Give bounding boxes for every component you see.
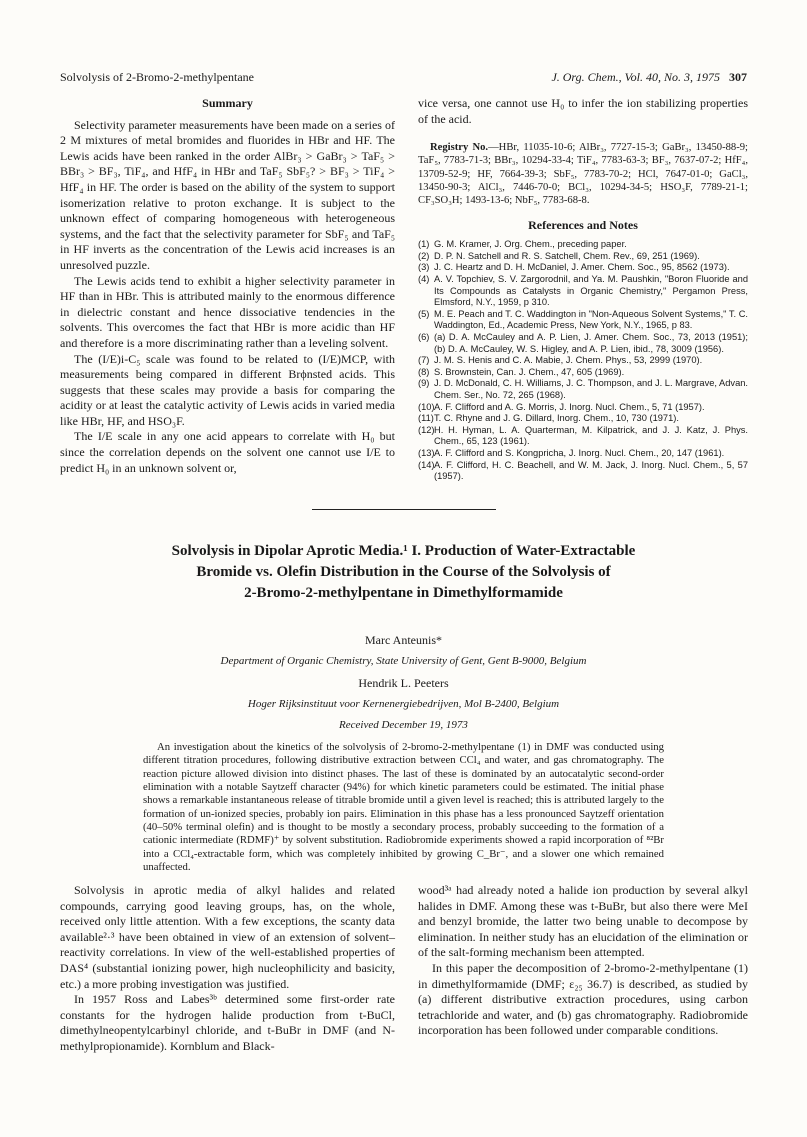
title-line: Bromide vs. Olefin Distribution in the Course of the Solvolysis of [196,564,611,580]
section-divider [312,509,496,510]
body-paragraph: Solvolysis in aprotic media of alkyl halides and related compounds, carrying good leaving groups, has, on the whole, received only little attention. With a few exceptions, the scanty data available²·³ have been obtained in view of an extension of solvent–reactivity correlations. In view of the well-established properties of DAS⁴ (substantial ionizing power, high nucleophilicity and basicity, etc.) a more probing investigation was justified. [60,883,395,991]
reference-item: (5) M. E. Peach and T. C. Waddington in "Non-Aqueous Solvent Systems," T. C. Waddington, Ed., Academic Press, New York, N.Y., 1965, p 83. [418,308,748,331]
author-affiliation: Hoger Rijksinstituut voor Kernenergiebedrijven, Mol B-2400, Belgium [247,698,560,710]
reference-item: (7) J. M. S. Henis and C. A. Mabie, J. Chem. Phys., 53, 2999 (1970). [418,355,703,366]
summary-section [60,96,395,476]
reference-item: (6) (a) D. A. McCauley and A. P. Lien, J. Amer. Chem. Soc., 73, 2013 (1951); (b) D. A. McCauley, W. S. Higley, and A. P. Lien, ibid., 78, 3009 (1956). [418,332,748,354]
reference-item: (3) J. C. Heartz and D. H. McDaniel, J. Amer. Chem. Soc., 95, 8562 (1973). [418,262,730,273]
running-header-journal [551,70,747,85]
summary-heading: Summary [202,96,253,110]
reference-item: (1) G. M. Kramer, J. Org. Chem., preceding paper. [418,239,627,250]
summary-paragraph: The I/E scale in any one acid appears to correlate with H₀ but since the correlation depends on the solvent one cannot use I/E to predict H₀ in an unknown solvent or, [60,429,395,475]
reference-item: (2) D. P. N. Satchell and R. S. Satchell, Chem. Rev., 69, 251 (1969). [418,250,700,261]
abstract-text: An investigation about the kinetics of the solvolysis of 2-bromo-2-methylpentane (1) in DMF was conducted using different titration procedures, following distributive extraction between CCl₄ and water, and gas chromatography. The reaction picture allowed division into distinct phases. The last of these is dominated by an autocatalytic second-order elimination with a notable Saytzeff character (94%) for which kinetic parameters could be estimated. The initial phase shows a remarkable instantaneous release of titrable bromide until a given level is reached; this is attributed largely to the formation of un-ionized species, probably ion pairs. Elimination in this phase has a less pronounced Saytzeff orientation (40–50% terminal olefin) and is thought to be mostly a secondary process, probably succeeding to the formation of a cationic intermediate (RDMF)⁺ by solvent substitution. Radiobromide experiments showed a rapid incorporation of ⁸²Br into a CCl₄-extractable form, which was completely inhibited by growing C_Br⁻, and a slower one which remained unaffected. [143,741,664,874]
references-list [418,239,748,482]
reference-item: (11) T. C. Rhyne and J. G. Dillard, Inorg. Chem., 10, 730 (1971). [418,413,679,424]
reference-item: (10) A. F. Clifford and A. G. Morris, J. Inorg. Nucl. Chem., 5, 71 (1957). [418,401,705,412]
body-paragraph: In 1957 Ross and Labes³ᵇ determined some first-order rate constants for the hydrogen halide production from t-BuCl, dimethylneopentylcarbinyl chloride, and t-BuBr in DMF (and N-methylpropionamide). Kornblum and Black- [60,992,395,1053]
title-line: Solvolysis in Dipolar Aprotic Media.¹ I. Production of Water-Extractable [171,543,636,559]
reference-item: (4) A. V. Topchiev, S. V. Zargorodnil, and Ya. M. Paushkin, "Boron Fluoride and Its Compounds as Catalysts in Organic Chemistry," Pergamon Press, Elmsford, N.Y., 1959, p 310. [418,274,748,308]
references-heading: References and Notes [528,217,638,232]
registry-text: —HBr, 11035-10-6; AlBr₃, 7727-15-3; GaBr₃, 13450-88-9; TaF₅, 7783-71-3; BBr₃, 10294-33-4; TiF₄, 7783-63-3; BF₃, 7637-07-2; HfF₄, 13709-52-9; HF, 7664-39-3; SbF₅, 7783-70-2; HCl, 7647-01-0; GaCl₃, 13450-90-3; AlCl₃, 7446-70-0; BCl₃, 10294-34-5; HSO₃F, 7789-21-1; CF₃SO₃H; 1493-13-6; NbF₅, 7783-68-8. [418,142,748,207]
title-line: 2-Bromo-2-methylpentane in Dimethylformamide [244,585,563,601]
body-right-column [418,883,748,1039]
body-paragraph: In this paper the decomposition of 2-bromo-2-methylpentane (1) in dimethylformamide (DMF; ε₂₅ 36.7) is described, as studied by (a) different distributive extraction procedures, using carbon tetrachloride and water, and (b) gas chromatography. Radiobromide incorporation has been followed under comparable conditions. [418,960,748,1038]
page-number: 307 [729,70,747,84]
summary-paragraph: The Lewis acids tend to exhibit a higher selectivity parameter in HF than in HBr. This is attributed mainly to the enormous difference in dielectric constant and hence dissociative tendencies in the solvents. This overcomes the fact that HBr is more acidic than HF and therefore is a more discriminating rather than a leveling solvent. [60,273,395,350]
summary-continuation: vice versa, one cannot use H₀ to infer the ion stabilizing properties of the acid. [418,96,748,126]
author-name: Hendrik L. Peeters [358,676,449,690]
registry-label: Registry No. [430,142,489,154]
reference-item: (14) A. F. Clifford, H. C. Beachell, and W. M. Jack, J. Inorg. Nucl. Chem., 5, 57 (1957). [418,459,748,482]
summary-paragraph: Selectivity parameter measurements have been made on a series of 2 M mixtures of metal bromides and fluorides in HBr and HF. The Lewis acids have been ranked in the order AlBr₃ > GaBr₃ > TaF₅ > BBr₃ > BF₃, TiF₄, and HfF₄ in HBr and TaF₅ SbF₅? > BF₃ > TiF₄ > HfF₄ in HF. The order is based on the ability of the system to support isomerization relative to proton exchange. It is subject to the unknown effect of comparing homogeneous with heterogeneous systems, and the fact that the selectivity parameter for SbF₅ and TaF₅ in HF inverts as the concentration of the Lewis acid increases is an unresolved puzzle. [60,117,395,272]
reference-item: (8) S. Brownstein, Can. J. Chem., 47, 605 (1969). [418,366,625,377]
abstract [143,741,664,874]
registry-numbers [418,141,748,207]
right-column-top [418,96,748,483]
summary-paragraph: The (I/E)i-C₅ scale was found to be related to (I/E)MCP, with measurements being compared in different Brϕnsted acids. This suggests that these scales may provide a basis for comparing the acidity or at least the catalytic activity of Lewis acids in varied media like HBr, HF, and HSO₃F. [60,351,395,428]
reference-item: (12) H. H. Hyman, L. A. Quarterman, M. Kilpatrick, and J. J. Katz, J. Phys. Chem., 65, 123 (1961). [418,424,748,447]
body-paragraph: wood³ᵃ had already noted a halide ion production by several alkyl halides in DMF. Among these was t-BuBr, but also there were MeI and benzyl bromide, the latter two being unable to decompose by elimination. In neither study has an elucidation of the elimination or of the salt-forming mechanism been attempted. [418,883,748,960]
reference-item: (13) A. F. Clifford and S. Kongpricha, J. Inorg. Nucl. Chem., 20, 147 (1961). [418,447,725,458]
reference-item: (9) J. D. McDonald, C. H. Williams, J. C. Thompson, and J. L. Margrave, Advan. Chem. Ser., No. 72, 265 (1968). [418,378,748,400]
received-date: Received December 19, 1973 [339,719,468,731]
author-name: Marc Anteunis* [365,633,442,647]
author-affiliation: Department of Organic Chemistry, State University of Gent, Gent B-9000, Belgium [220,655,587,667]
running-header-title: Solvolysis of 2-Bromo-2-methylpentane [60,70,254,84]
article-title [80,541,727,604]
body-left-column [60,883,395,1055]
journal-citation: J. Org. Chem., Vol. 40, No. 3, 1975 [551,70,720,84]
